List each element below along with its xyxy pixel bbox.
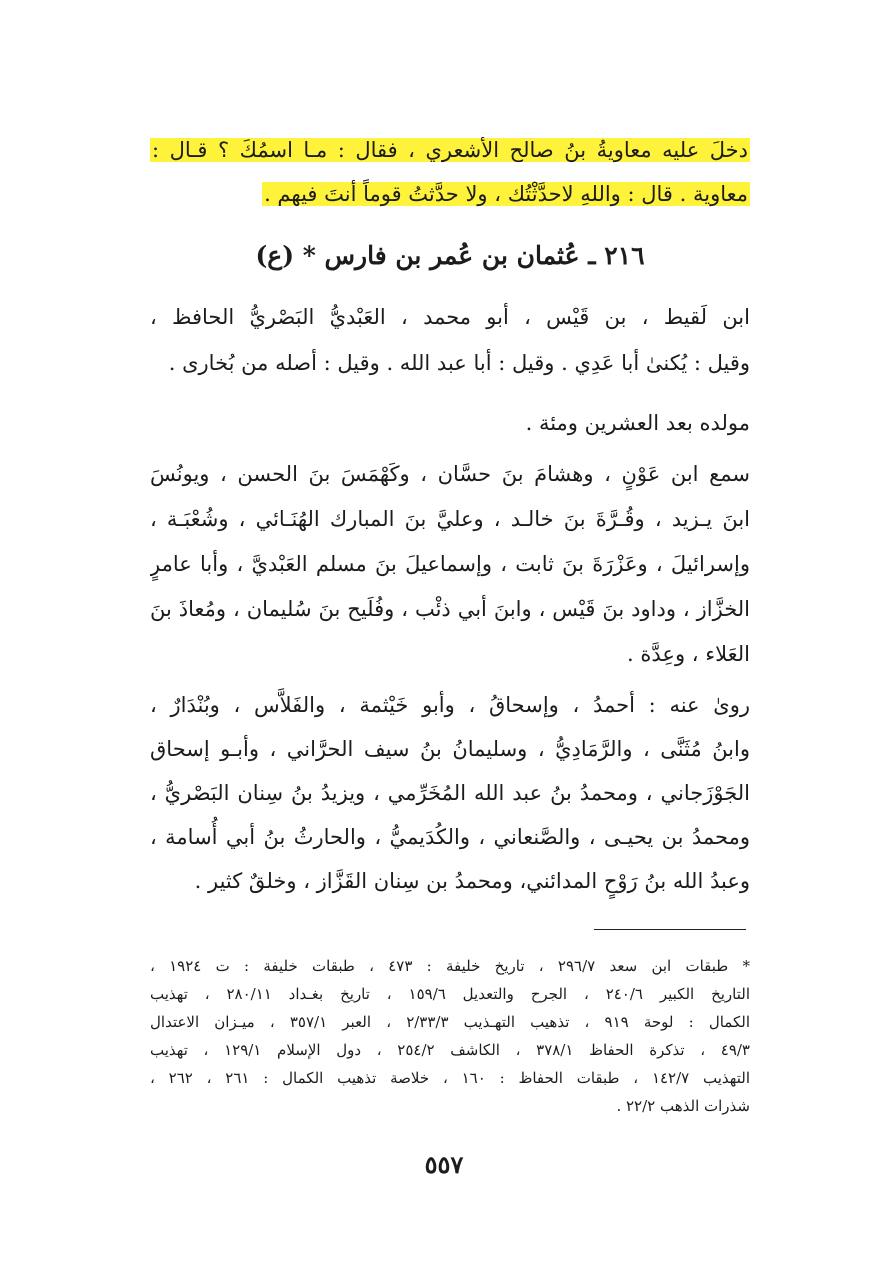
name-line-1: ابن لَقيط ، بن قَيْس ، أبو محمد ، العَبْديُّ البَصْريُّ الحافظ ، <box>150 305 750 329</box>
teachers-line-1: سمع ابن عَوْنٍ ، وهشامَ بنَ حسَّان ، وكَهْمَسَ بنَ الحسن ، ويونُسَ <box>150 462 750 486</box>
birth-line: مولده بعد العشرين ومئة . <box>525 411 750 435</box>
footnote-divider <box>594 929 746 930</box>
highlight-2: معاوية . قال : واللهِ لاحدَّثْتُك ، ولا حدَّثتُ قوماً أنتَ فيهم . <box>264 182 748 206</box>
intro-line-1 <box>150 128 750 172</box>
footnote-line-6: شذرات الذهب ٢٢/٢ . <box>616 1097 750 1115</box>
footnote-line-4: ٤٩/٣ ، تذكرة الحفاظ ٣٧٨/١ ، الكاشف ٢٥٤/٢ ، دول الإسلام ١٢٩/١ ، تهذيب <box>150 1041 750 1059</box>
students-line-4: ومحمدُ بن يحيـى ، والصَّنعاني ، والكُدَيميُّ ، والحارثُ بنُ أبي أُسامة ، <box>150 825 750 849</box>
footnote-line-2: التاريخ الكبير ٢٤٠/٦ ، الجرح والتعديل ١٥٩/٦ ، تاريخ بغـداد ٢٨٠/١١ ، تهذيب <box>150 985 750 1003</box>
students-line-1: روىٰ عنه : أحمدُ ، وإسحاقُ ، وأبو خَيْثمة ، والفَلاَّس ، وبُنْدَارٌ ، <box>150 693 750 717</box>
teachers-paragraph <box>150 452 750 677</box>
intro-paragraph <box>150 128 750 216</box>
footnote-line-1: * طبقات ابن سعد ٢٩٦/٧ ، تاريخ خليفة : ٤٧٣ ، طبقات خليفة : ت ١٩٢٤ ، <box>150 957 750 975</box>
footnote-line-5: التهذيب ١٤٢/٧ ، طبقات الحفاظ : ١٦٠ ، خلاصة تذهيب الكمال : ٢٦١ ، ٢٦٢ ، <box>150 1069 750 1087</box>
page-number: ٥٥٧ <box>424 1150 464 1179</box>
footnotes <box>150 952 750 1120</box>
students-line-3: الجَوْزَجاني ، ومحمدُ بنُ عبد الله المُخَرِّمي ، ويزيدُ بنُ سِنان البَصْريُّ ، <box>150 781 750 805</box>
highlight-1: دخلَ عليه معاويةُ بنُ صالح الأشعري ، فقال : مـا اسمُكَ ؟ قـال : <box>152 138 748 162</box>
footnote-line-3: الكمال : لوحة ٩١٩ ، تذهيب التهـذيب ٢/٣٣/٣ ، العبر ٣٥٧/١ ، ميـزان الاعتدال <box>150 1013 750 1031</box>
students-line-2: وابنُ مُثَنَّى ، والرَّمَادِيُّ ، وسليمانُ بنُ سيف الحرَّاني ، وأبـو إسحاق <box>150 737 750 761</box>
teachers-line-2: ابنَ يـزيد ، وقُـرَّةَ بنَ خالـد ، وعليَّ بنَ المبارك الهُنَـائي ، وشُعْبَـة ، <box>150 507 750 531</box>
name-paragraph <box>150 294 750 386</box>
birth-paragraph <box>150 400 750 446</box>
entry-heading: ٢١٦ ـ عُثمان بن عُمر بن فارس * (ع) <box>255 241 645 270</box>
students-paragraph <box>150 683 750 903</box>
teachers-line-5: العَلاء ، وعِدَّة . <box>627 642 750 666</box>
intro-line-2 <box>150 172 750 216</box>
name-line-2: وقيل : يُكنىٰ أبا عَدِي . وقيل : أبا عبد الله . وقيل : أصله من بُخارى . <box>168 351 750 375</box>
teachers-line-4: الخزَّاز ، وداود بنَ قَيْس ، وابنَ أبي ذئْب ، وفُلَيح بنَ سُليمان ، ومُعاذَ بنَ <box>150 597 750 621</box>
students-line-5: وعبدُ الله بنُ رَوْحٍ المدائني، ومحمدُ بن سِنان القَزَّاز ، وخلقٌ كثير . <box>194 869 750 893</box>
teachers-line-3: وإسرائيلَ ، وعَزْرَةَ بنَ ثابت ، وإسماعيلَ بنَ مسلم العَبْديَّ ، وأبا عامرٍ <box>150 552 750 576</box>
